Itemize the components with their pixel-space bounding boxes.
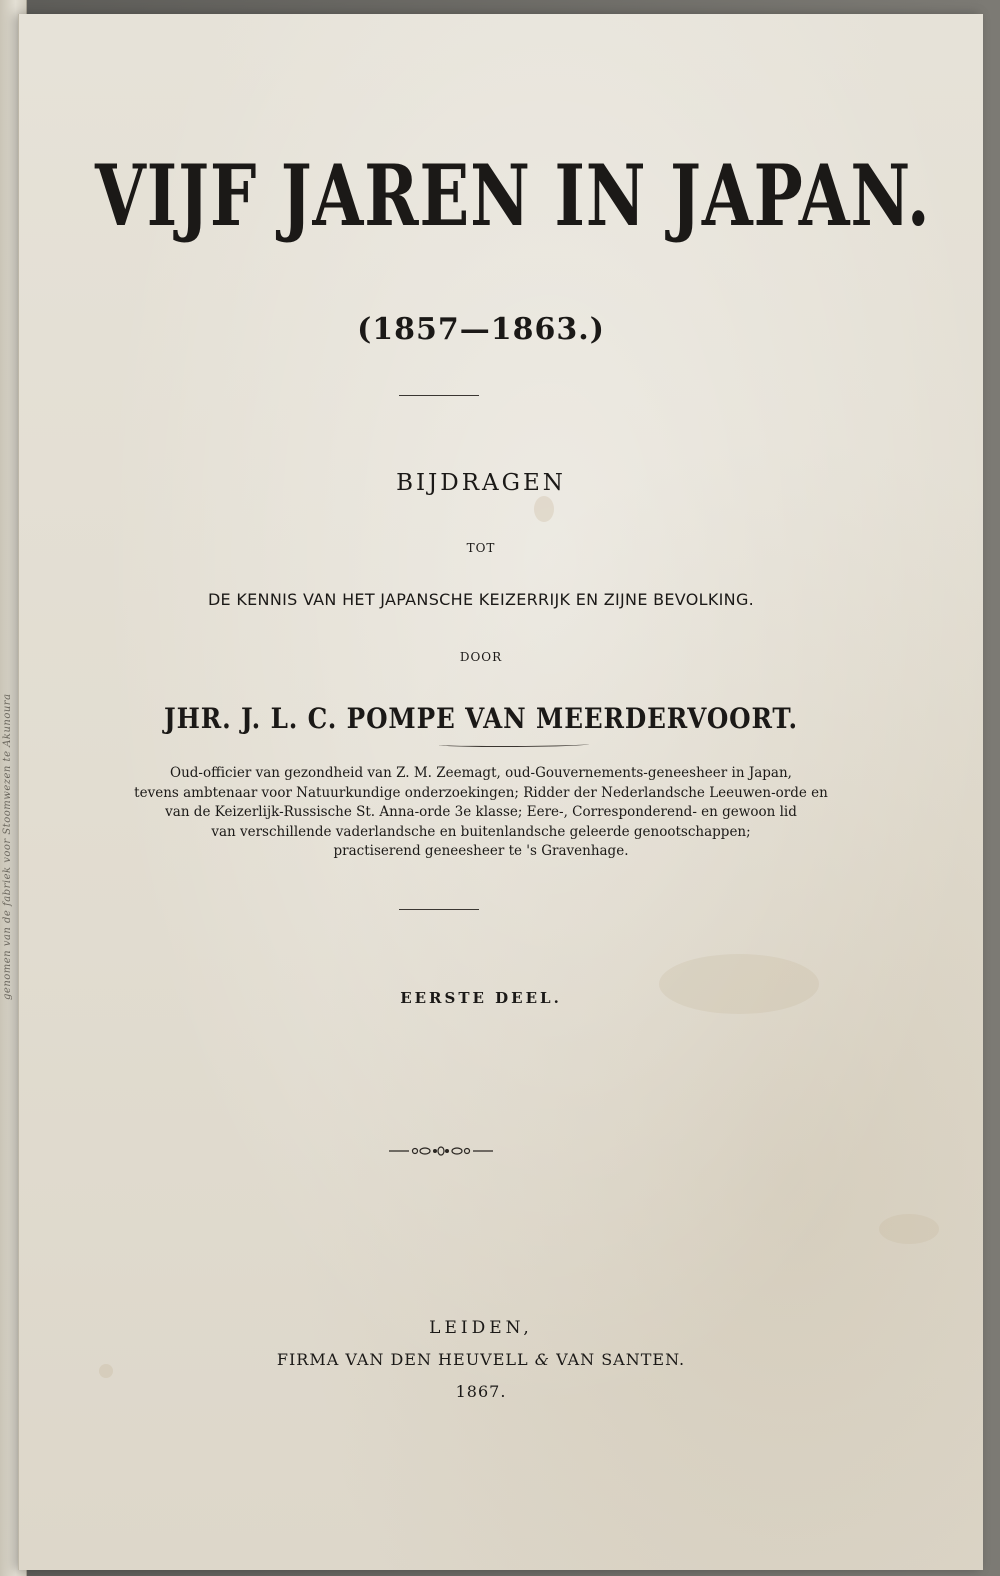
credentials-line: van verschillende vaderlandsche en buitenlandsche geleerde genootschappen; [211, 823, 751, 840]
publication-year: 1867. [455, 1382, 507, 1401]
credentials-line: Oud-officier van gezondheid van Z. M. Zeemagt, oud-Gouvernements-geneesheer in Japan, [170, 765, 792, 781]
by-line: DOOR [459, 650, 503, 664]
handwritten-underline [439, 742, 589, 747]
credentials-line: tevens ambtenaar voor Natuurkundige onderzoekingen; Ridder der Nederlandsche Leeuwen-orde en [134, 784, 828, 801]
paper-stain [879, 1214, 939, 1244]
credentials-line: practiserend geneesheer te 's Gravenhage. [333, 843, 629, 859]
subtitle-line-1: BIJDRAGEN [396, 470, 566, 496]
paper-stain [534, 496, 554, 522]
divider-rule [399, 395, 479, 396]
author-name: JHR. J. L. C. POMPE VAN MEERDERVOORT. [164, 702, 798, 735]
spine-handwritten-note: genomen van de fabriek voor Stoomwezen te Akunoura [2, 693, 13, 1000]
page-title: VIJF JAREN IN JAPAN. [95, 146, 931, 245]
publisher-name-part: FIRMA VAN DEN HEUVELL [276, 1350, 529, 1369]
ornament-icon [389, 1144, 493, 1158]
credentials-line: van de Keizerlijk-Russische St. Anna-orde 3e klasse; Eere-, Corresponderend- en gewoon lid [165, 804, 797, 820]
publisher-ampersand: & [534, 1350, 550, 1369]
publication-place: LEIDEN, [429, 1318, 533, 1338]
subtitle-line-2: DE KENNIS VAN HET JAPANSCHE KEIZERRIJK EN ZIJNE BEVOLKING. [207, 590, 755, 609]
years-range: (1857—1863.) [357, 312, 605, 347]
volume-label: EERSTE DEEL. [400, 989, 562, 1007]
author-credentials [0, 764, 963, 862]
publisher-name-part: VAN SANTEN. [556, 1350, 686, 1369]
title-page [18, 14, 983, 1570]
subtitle-connector: TOT [466, 541, 496, 555]
publisher [0, 1350, 963, 1369]
divider-rule [399, 909, 479, 910]
